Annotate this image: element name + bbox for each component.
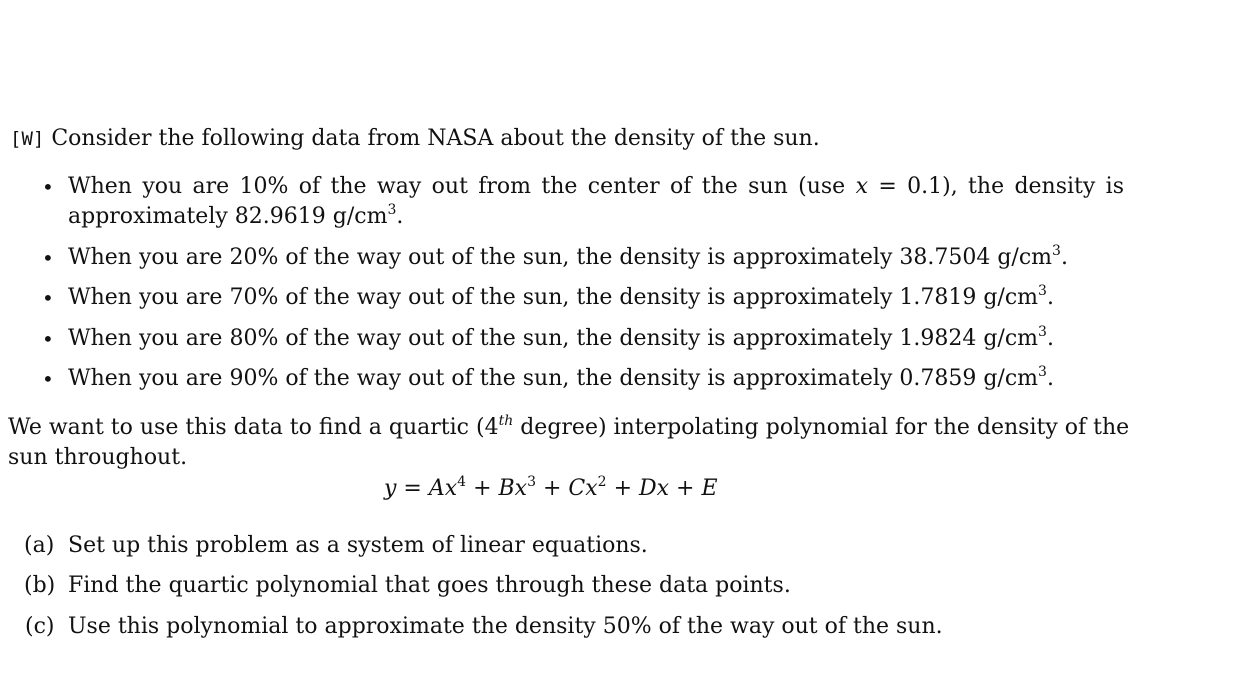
bullet-dot: • xyxy=(42,367,54,391)
part-a-label: (a) xyxy=(24,533,55,558)
part-b-text: Find the quartic polynomial that goes through these data points. xyxy=(68,573,791,598)
bullet-dot: • xyxy=(42,246,54,270)
intro-text: Consider the following data from NASA about the density of the sun. xyxy=(51,126,820,151)
bullet-dot: • xyxy=(42,327,54,351)
bullet-dot: • xyxy=(42,286,54,310)
paragraph-line-1: We want to use this data to find a quartic (4th degree) interpolating polynomial for the density of the xyxy=(8,413,1130,440)
bullet-2: When you are 20% of the way out of the sun, the density is approximately 38.7504 $g/cm^3$. xyxy=(68,243,1068,270)
polynomial-equation: $y = Ax^4 + Bx^3 + Cx^2 + Dx + E$ xyxy=(384,474,718,501)
part-b-label: (b) xyxy=(24,573,56,598)
bullet-1-line-1: When you are 10% of the way out from the center of the sun (use x = 0.1), the density is xyxy=(68,174,1124,199)
bullet-5: When you are 90% of the way out of the sun, the density is approximately 0.7859 $g/cm^3$. xyxy=(68,364,1054,391)
bullet-dot: • xyxy=(42,175,54,199)
part-c-text: Use this polynomial to approximate the density 50% of the way out of the sun. xyxy=(68,614,943,639)
paragraph-line-2: sun throughout. xyxy=(8,445,188,470)
intro-line xyxy=(10,124,820,154)
problem-tag: [W] xyxy=(10,128,45,150)
part-c-label: (c) xyxy=(25,614,55,639)
bullet-4: When you are 80% of the way out of the sun, the density is approximately 1.9824 $g/cm^3$. xyxy=(68,324,1054,351)
part-a-text: Set up this problem as a system of linear equations. xyxy=(68,533,648,558)
bullet-1-line-2: approximately 82.9619 $g/cm^3$. xyxy=(68,202,404,229)
bullet-3: When you are 70% of the way out of the sun, the density is approximately 1.7819 $g/cm^3$. xyxy=(68,283,1054,310)
